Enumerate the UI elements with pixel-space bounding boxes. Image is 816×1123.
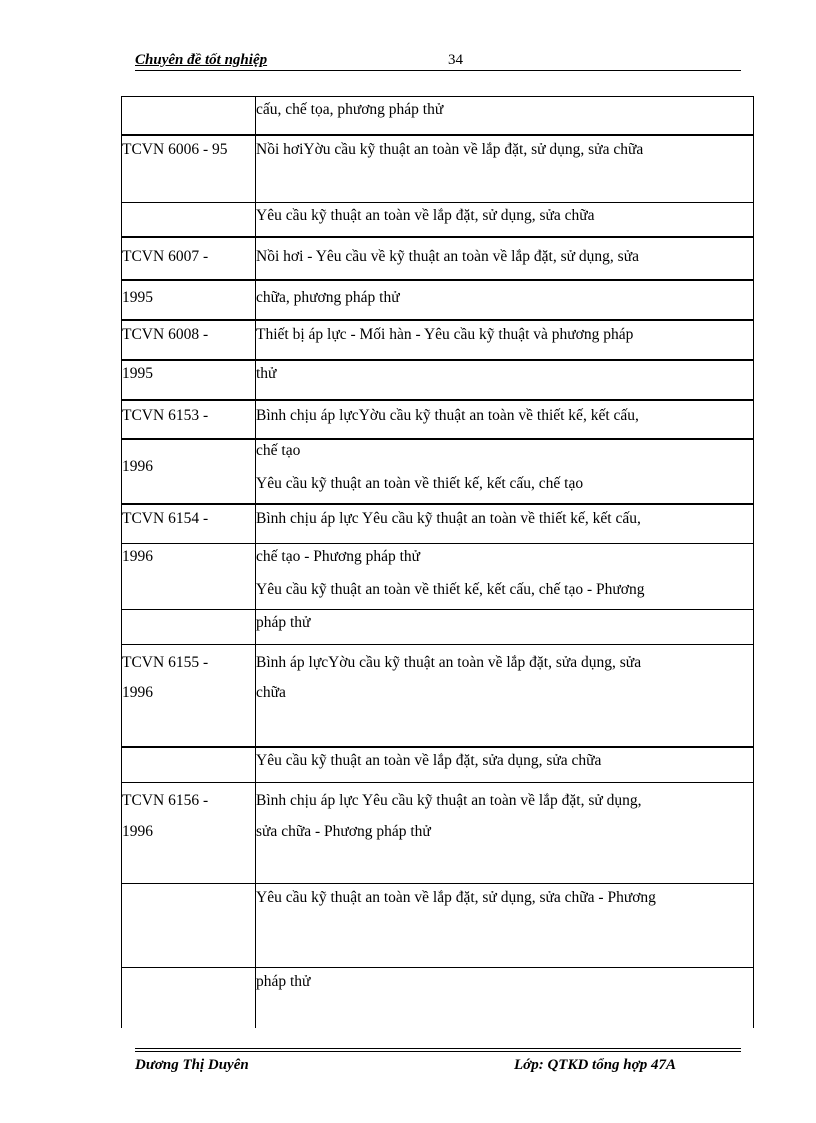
table-row-border [121,543,754,544]
class-label: Lớp: QTKD tổng hợp 47A [514,1057,676,1073]
table-cell-description: Nồi hơiYờu cầu kỹ thuật an toàn về lắp đặt, sử dụng, sửa chữa [256,141,644,158]
table-cell-description: thử [256,365,277,382]
table-row-border [121,202,754,203]
table-cell-description: Bình chịu áp lực Yêu cầu kỹ thuật an toàn về lắp đặt, sử dụng, [256,792,642,809]
table-cell-code: 1995 [122,365,153,382]
table-row-border [121,967,754,968]
table-row-border [121,644,754,645]
table-cell-description: Bình chịu áp lực Yêu cầu kỹ thuật an toàn về thiết kế, kết cấu, [256,510,641,527]
document-title: Chuyên đề tốt nghiệp [135,52,268,68]
table-cell-code: 1996 [122,684,153,701]
table-row-border [121,883,754,884]
table-row-border [121,134,754,136]
table-cell-description: Thiết bị áp lực - Mối hàn - Yêu cầu kỹ thuật và phương pháp [256,326,634,343]
table-cell-code: TCVN 6155 - [122,654,209,671]
table-cell-description: Bình chịu áp lựcYờu cầu kỹ thuật an toàn về thiết kế, kết cấu, [256,407,639,424]
table-cell-description: Yêu cầu kỹ thuật an toàn về thiết kế, kết cấu, chế tạo [256,475,584,492]
table-row-border [121,746,754,748]
table-cell-description: cấu, chế tọa, phương pháp thử [256,101,444,118]
table-cell-code: 1995 [122,289,153,306]
table-cell-description: sửa chữa - Phương pháp thử [256,823,431,840]
table-row-border [121,782,754,783]
table-cell-code: TCVN 6007 - [122,248,209,265]
table-cell-description: pháp thử [256,614,311,631]
table-cell-description: pháp thử [256,973,311,990]
table-row-border [121,609,754,610]
table-row-border [121,279,754,281]
table-cell-code: TCVN 6156 - [122,792,209,809]
table-row-border [121,319,754,321]
table-cell-description: Yêu cầu kỹ thuật an toàn về thiết kế, kết cấu, chế tạo - Phương [256,581,645,598]
author-name: Dương Thị Duyên [135,1057,249,1073]
table-row-border [121,359,754,361]
table-cell-description: chữa, phương pháp thử [256,289,400,306]
table-cell-description: Nồi hơi - Yêu cầu về kỹ thuật an toàn về lắp đặt, sử dụng, sửa [256,248,639,265]
table-cell-code: 1996 [122,548,153,565]
header-divider [135,70,741,71]
page-number: 34 [448,52,463,68]
table-cell-description: Yêu cầu kỹ thuật an toàn về lắp đặt, sử dụng, sửa chữa [256,207,595,224]
table-row-border [121,438,754,440]
table-row-border [121,399,754,401]
standards-table [121,96,754,1028]
table-cell-code: TCVN 6006 - 95 [122,141,228,158]
table-cell-description: Bình áp lựcYờu cầu kỹ thuật an toàn về lắp đặt, sửa dụng, sửa [256,654,642,671]
page-footer [135,1047,741,1077]
table-cell-description: chế tạo - Phương pháp thử [256,548,421,565]
table-cell-description: chữa [256,684,286,701]
table-cell-code: 1996 [122,458,153,475]
page-header [135,52,741,72]
table-cell-description: Yêu cầu kỹ thuật an toàn về lắp đặt, sử dụng, sửa chữa - Phương [256,889,656,906]
table-cell-description: chế tạo [256,442,301,459]
table-row-border [121,236,754,238]
table-cell-description: Yêu cầu kỹ thuật an toàn về lắp đặt, sửa dụng, sửa chữa [256,752,602,769]
footer-divider [135,1048,741,1049]
table-row-border [121,96,754,97]
table-cell-code: TCVN 6008 - [122,326,209,343]
table-row-border [121,503,754,505]
table-cell-code: TCVN 6154 - [122,510,209,527]
footer-divider [135,1051,741,1052]
table-cell-code: TCVN 6153 - [122,407,209,424]
table-cell-code: 1996 [122,823,153,840]
